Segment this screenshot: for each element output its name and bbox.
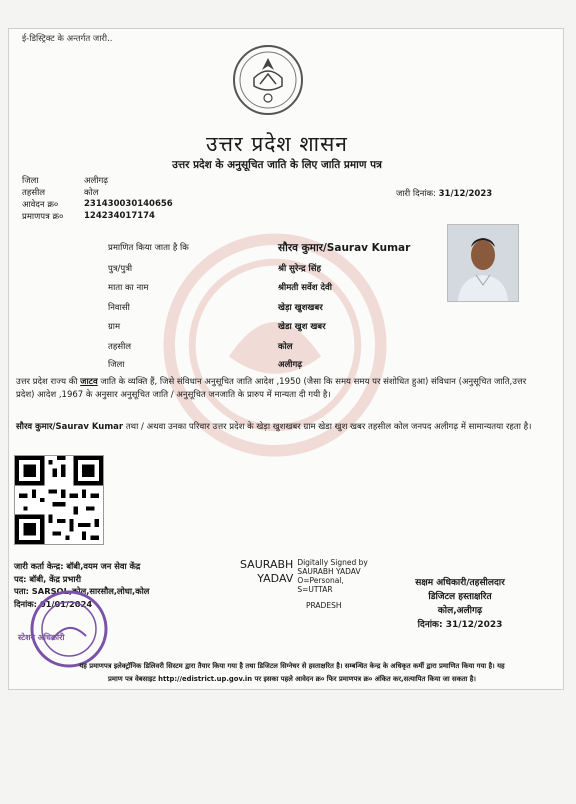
issuer-post: पद: बॉबी, केंद्र प्रभारी <box>14 573 82 584</box>
authority-title: सक्षम अधिकारी/तहसीलदार <box>415 578 505 588</box>
application-value: 231430030140656 <box>84 199 173 209</box>
detail-value-district: अलीगढ़ <box>278 360 303 370</box>
issuer-place: पता: SARSOL,कोल,सारसौल,लोधा,कोल <box>14 586 150 596</box>
district-value: अलीगढ़ <box>84 176 109 186</box>
signer-name-1: SAURABH <box>240 558 294 571</box>
up-emblem-icon <box>232 44 304 116</box>
applicant-photo <box>447 224 519 302</box>
authority-place: कोल,अलीगढ़ <box>437 606 483 616</box>
district-label: जिला <box>22 176 39 186</box>
qr-code-icon <box>14 455 104 545</box>
detail-label-parent: पुत्र/पुत्री <box>108 264 133 274</box>
detail-value-mother: श्रीमती सर्वेश देवी <box>278 283 332 293</box>
certificate-value: 124234017174 <box>84 211 155 221</box>
footer-line-2: प्रमाण पत्र वेबसाइट http://edistrict.up.gov.in पर इसका पहले आवेदन क्र० फिर प्रमाणपत्र क्र० अंकित कर,सत्यापित किया जा सकता है। <box>108 675 476 683</box>
authority-date: दिनांक: 31/12/2023 <box>417 620 503 630</box>
digital-signature <box>240 558 368 612</box>
detail-value-resident: खेड़ा खुशखबर <box>278 303 323 313</box>
page-subtitle: उत्तर प्रदेश के अनुसूचित जाति के लिए जाति प्रमाण पत्र <box>172 159 382 171</box>
detail-label-tehsil: तहसील <box>108 342 132 352</box>
issue-date <box>396 188 492 199</box>
certificate-label: प्रमाणपत्र क्र० <box>22 212 64 222</box>
official-stamp-icon <box>28 588 110 670</box>
page-title: उत्तर प्रदेश शासन <box>206 132 348 156</box>
tehsil-value: कोल <box>84 188 99 198</box>
para1-start: उत्तर प्रदेश राज्य की <box>16 377 78 387</box>
application-label: आवेदन क्र० <box>22 200 59 210</box>
detail-value-village: खेडा खुश खबर <box>278 322 326 332</box>
detail-value-parent: श्री सुरेन्द्र सिंह <box>278 264 321 274</box>
detail-label-resident: निवासी <box>108 303 130 313</box>
digital-state-cont: PRADESH <box>306 601 342 610</box>
person-icon <box>448 225 518 301</box>
applicant-name: सौरव कुमार/Saurav Kumar <box>16 422 124 432</box>
footer-line-1: यह प्रमाणपत्र इलेक्ट्रॉनिक डिलिवरी सिस्टम द्वारा तैयार किया गया है तथा डिजिटल सिग्नेचर से हस्ताक्षरित है। सम्बन्धित केन्द्र के अधिकृत कर्मी द्वारा प्रमाणित किया गया है। यह <box>79 662 505 670</box>
caste-name: जाटव <box>80 377 98 387</box>
para1-rest: जाति के व्यक्ति हैं, जिसे संविधान अनुसूचित जाति आदेश ,1950 (जैसा कि समय समय पर संशोधित हुआ) संविधान (अनुसूचित जाति,उत्तर प्रदेश) आदेश ,1967 के अनुसार अनुसूचित जाति / अनुसूचित जनजाति के प्रारुप में मान्यता दी गयी है। <box>16 377 527 400</box>
detail-label-district: जिला <box>108 360 125 370</box>
stamp-text: स्टेशन अधिकारी <box>18 633 65 642</box>
tehsil-label: तहसील <box>22 188 46 198</box>
digital-state: S=UTTAR <box>297 585 333 594</box>
digital-signed-by: Digitally Signed by <box>297 558 368 567</box>
header-tag: ई-डिस्ट्रिक्ट के अन्तर्गत जारी.. <box>22 34 113 44</box>
digital-org: O=Personal, <box>297 576 344 585</box>
detail-value-name: सौरव कुमार/Saurav Kumar <box>278 242 411 254</box>
issuer-date: दिनांक: 01/01/2024 <box>14 598 93 609</box>
issue-date-label: जारी दिनांक: <box>396 189 436 199</box>
para2-text: तथा / अथवा उनका परिवार उत्तर प्रदेश के खेड़ा खुशखबर ग्राम खेडा खुश खबर तहसील कोल जनपद अलीगढ़ में सामान्यतया रहता है। <box>125 422 532 432</box>
detail-label-village: ग्राम <box>108 322 121 332</box>
digital-signer: SAURABH YADAV <box>297 567 361 576</box>
detail-label-mother: माता का नाम <box>108 283 149 293</box>
authority-signed: डिजिटल हस्ताक्षरित <box>428 592 492 602</box>
issue-date-value: 31/12/2023 <box>438 189 493 199</box>
signer-name-2: YADAV <box>257 572 294 585</box>
caste-paragraph <box>16 376 538 402</box>
authority-block <box>385 576 535 632</box>
detail-value-tehsil: कोल <box>278 342 293 352</box>
residence-paragraph <box>16 421 538 434</box>
detail-label-certified: प्रमाणित किया जाता है कि <box>108 243 189 253</box>
issuer-center: जारी कर्ता केन्द्र: बॉबी,वयम जन सेवा केंद्र <box>14 561 141 571</box>
